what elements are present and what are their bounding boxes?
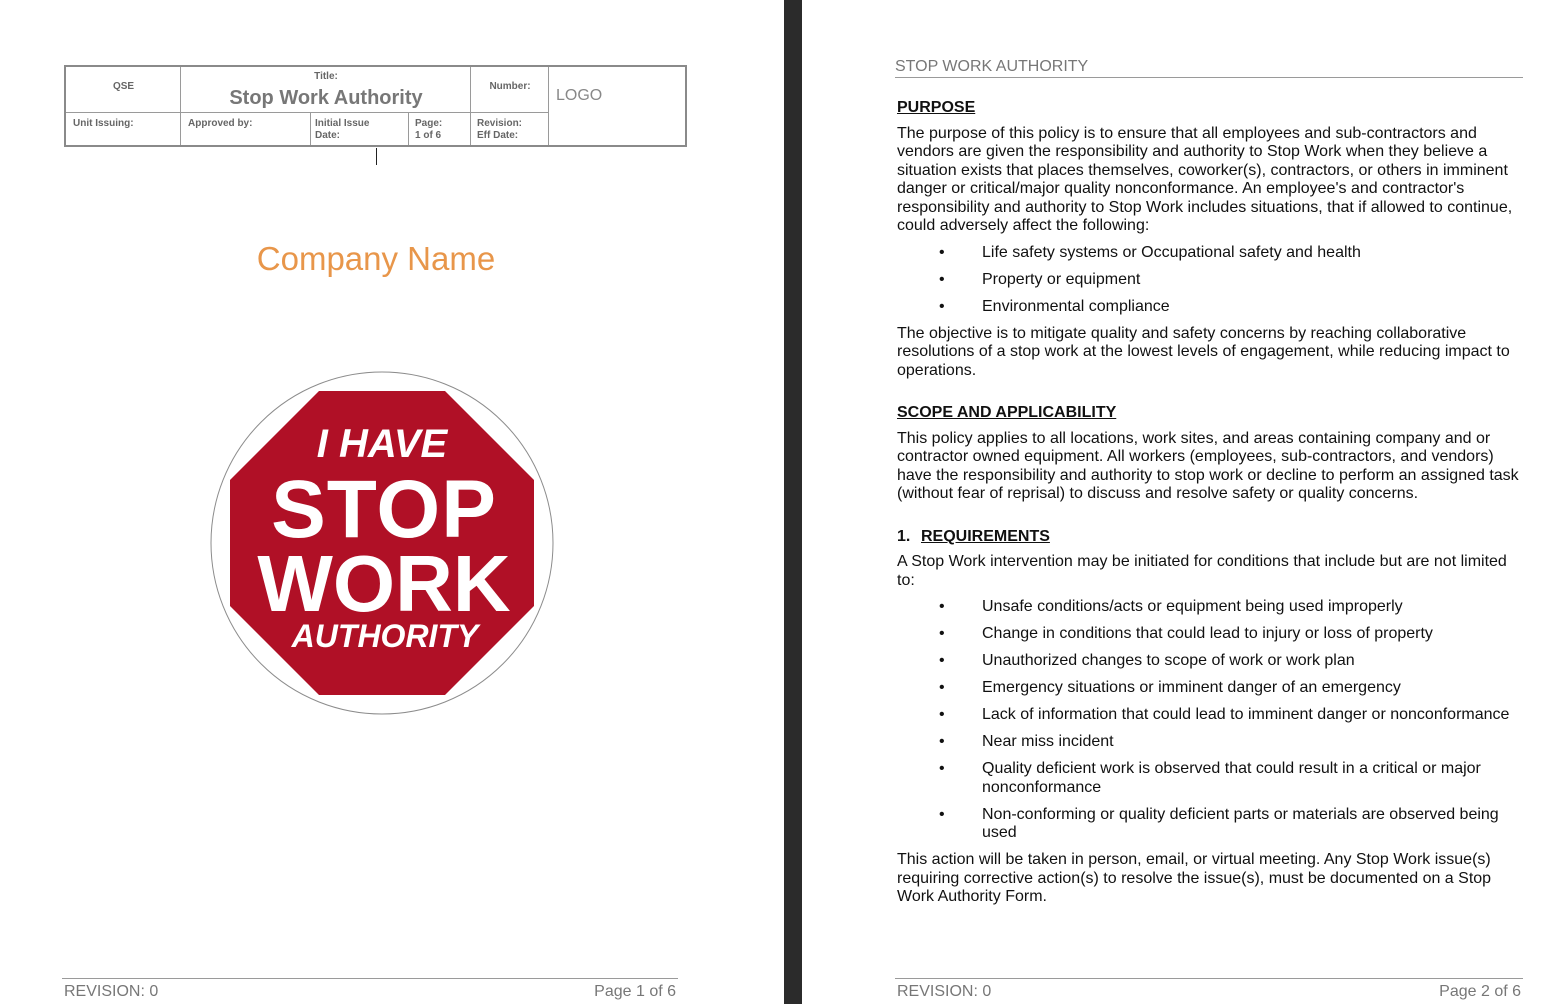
list-item: • Unauthorized changes to scope of work or work plan xyxy=(897,652,1523,671)
stop-work-authority-sign xyxy=(210,371,555,716)
purpose-heading: PURPOSE xyxy=(897,99,976,116)
initial-date-label: Date: xyxy=(315,130,341,141)
requirements-heading-row xyxy=(897,528,1523,547)
number-cell xyxy=(471,67,549,113)
scope-text: This policy applies to all locations, work sites, and areas containing company and or contractor owned equipment. All workers (employees, sub-contractors, and vendors) have the responsibility and authority to stop work or decline to perform an assigned task (without fear of reprisal) to discuss and resolve safety or quality concerns. xyxy=(897,429,1519,502)
eff-date-label: Eff Date: xyxy=(477,130,519,141)
list-item: • Quality deficient work is observed that could result in a critical or major nonconformance xyxy=(897,760,1523,797)
logo-placeholder: LOGO xyxy=(556,87,603,104)
document-title: Stop Work Authority xyxy=(229,87,423,109)
logo-cell xyxy=(549,67,685,145)
list-item: • Property or equipment xyxy=(897,271,1523,290)
title-cell xyxy=(181,67,471,113)
document-header-table xyxy=(64,65,687,147)
sign-line-work: WORK xyxy=(257,539,511,628)
page-label: Page: xyxy=(415,118,443,129)
page-2-content xyxy=(897,99,1523,907)
initial-issue-label: Initial Issue xyxy=(315,118,370,129)
company-name: Company Name xyxy=(256,240,496,277)
title-label: Title: xyxy=(314,71,338,82)
list-item: • Near miss incident xyxy=(897,733,1523,752)
footer-revision: REVISION: 0 xyxy=(897,983,992,1000)
sign-line-i-have: I HAVE xyxy=(316,422,448,466)
list-item: • Change in conditions that could lead to injury or loss of property xyxy=(897,625,1523,644)
text-cursor xyxy=(376,148,377,165)
list-item: • Lack of information that could lead to imminent danger or nonconformance xyxy=(897,706,1523,725)
initial-issue-cell xyxy=(311,113,409,145)
approved-by-label: Approved by: xyxy=(188,118,253,129)
footer-revision: REVISION: 0 xyxy=(64,983,159,1000)
purpose-objective: The objective is to mitigate quality and safety concerns by reaching collaborative resolutions of a stop work at the lowest levels of engagement, while reducing impact to operations. xyxy=(897,324,1510,379)
list-item: • Unsafe conditions/acts or equipment being used improperly xyxy=(897,598,1523,617)
requirements-heading: REQUIREMENTS xyxy=(921,527,1050,545)
list-item: • Environmental compliance xyxy=(897,298,1523,317)
footer-page-number: Page 1 of 6 xyxy=(594,983,676,1000)
scope-section xyxy=(897,404,1523,504)
number-label: Number: xyxy=(489,81,531,92)
requirements-intro: A Stop Work intervention may be initiated for conditions that include but are not limited to: xyxy=(897,553,1507,589)
requirements-list xyxy=(897,598,1523,843)
unit-issuing-cell xyxy=(66,113,181,145)
qse-label: QSE xyxy=(112,81,135,92)
list-item: • Non-conforming or quality deficient parts or materials are observed being used xyxy=(897,806,1523,843)
sign-line-authority: AUTHORITY xyxy=(291,618,479,654)
stop-sign-icon xyxy=(210,371,555,716)
page-2-footer xyxy=(895,978,1523,1000)
revision-label: Revision: xyxy=(477,118,523,129)
unit-issuing-label: Unit Issuing: xyxy=(73,118,134,129)
sign-line-stop: STOP xyxy=(271,464,497,555)
page-value: 1 of 6 xyxy=(415,130,442,141)
list-item: • Life safety systems or Occupational safety and health xyxy=(897,244,1523,263)
requirements-closing: This action will be taken in person, email, or virtual meeting. Any Stop Work issue(s) requiring corrective action(s) to resolve the issue(s), must be documented on a Stop Work Authority Form. xyxy=(897,851,1492,905)
scope-heading: SCOPE AND APPLICABILITY xyxy=(897,404,1117,421)
purpose-intro: The purpose of this policy is to ensure that all employees and sub-contractors and vendors are given the responsibility and authority to Stop Work when they believe a situation exists that places themselves, coworker(s), contractors, or others in imminent danger or critical/major quality nonconformance. An employee's and contractor's responsibility and authority to Stop Work includes situations, that if allowed to continue, could adversely affect the following: xyxy=(897,124,1513,234)
running-title: STOP WORK AUTHORITY xyxy=(895,58,1523,78)
purpose-list xyxy=(897,244,1523,317)
list-item: • Emergency situations or imminent danger of an emergency xyxy=(897,679,1523,698)
revision-cell xyxy=(471,113,549,145)
footer-page-number: Page 2 of 6 xyxy=(1439,983,1521,1000)
requirements-section xyxy=(897,528,1523,907)
approved-by-cell xyxy=(181,113,311,145)
requirements-number: 1. xyxy=(897,527,911,545)
page-cell xyxy=(409,113,471,145)
page-gutter xyxy=(784,0,802,1004)
page-1-footer xyxy=(62,978,678,1000)
qse-cell xyxy=(66,67,181,113)
